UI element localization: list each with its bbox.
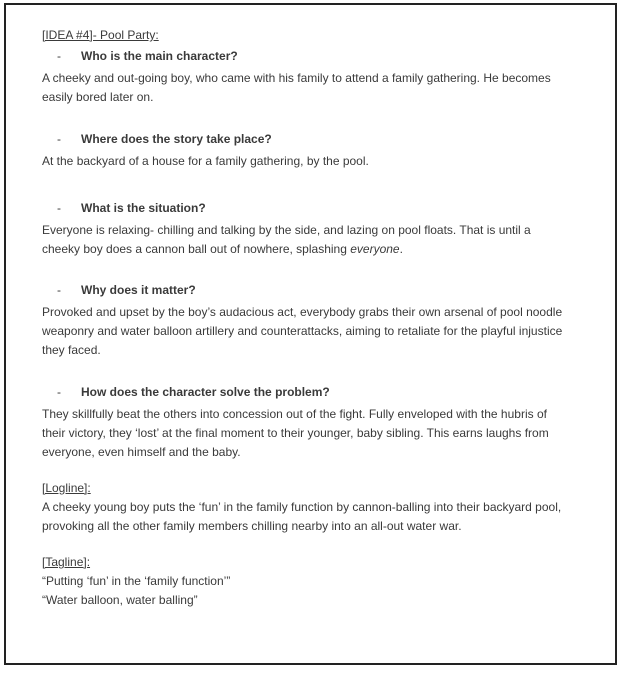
logline-label: [Logline]: [42, 481, 91, 495]
answer-situation [42, 221, 572, 259]
logline-text: A cheeky young boy puts the ‘fun’ in the family function by cannon-balling into their backyard pool, provoking all the other family members chilling nearby into an all-out water war. [42, 500, 562, 533]
bullet-dash: - [57, 201, 61, 215]
bullet-dash: - [57, 283, 61, 297]
question-text: How does the character solve the problem? [81, 385, 330, 399]
question-situation [42, 199, 572, 218]
question-setting [42, 130, 572, 149]
tagline-line: “Putting ‘fun’ in the ‘family function’” [42, 574, 231, 588]
answer-situation-emphasis: everyone [350, 242, 400, 256]
question-text: What is the situation? [81, 201, 206, 215]
question-main-character [42, 47, 572, 66]
answer-main-character: A cheeky and out-going boy, who came with his family to attend a family gathering. He becomes easily bored later on. [42, 71, 551, 104]
answer-situation-text: Everyone is relaxing- chilling and talking by the side, and lazing on pool floats. That is until a cheeky boy does a cannon ball out of nowhere, splashing [42, 223, 531, 256]
answer-setting: At the backyard of a house for a family gathering, by the pool. [42, 154, 369, 168]
bullet-dash: - [57, 132, 61, 146]
question-text: Where does the story take place? [81, 132, 272, 146]
question-solution [42, 383, 572, 402]
answer-why-matter: Provoked and upset by the boy’s audacious act, everybody grabs their own arsenal of pool noodle weaponry and water balloon artillery and counterattacks, aiming to retaliate for the playful injustice they faced. [42, 305, 563, 357]
document-title: [IDEA #4]- Pool Party: [42, 28, 159, 42]
tagline-line: “Water balloon, water balling” [42, 593, 198, 607]
answer-situation-end: . [399, 242, 403, 256]
answer-solution: They skillfully beat the others into concession out of the fight. Fully enveloped with the hubris of their victory, they ‘lost’ at the final moment to their younger, baby sibling. This earns laughs from everyone, even himself and the baby. [42, 407, 549, 459]
document-body [42, 26, 572, 610]
tagline-label: [Tagline]: [42, 555, 91, 569]
bullet-dash: - [57, 385, 61, 399]
question-why-matter [42, 281, 572, 300]
bullet-dash: - [57, 49, 61, 63]
question-text: Who is the main character? [81, 49, 238, 63]
question-text: Why does it matter? [81, 283, 196, 297]
